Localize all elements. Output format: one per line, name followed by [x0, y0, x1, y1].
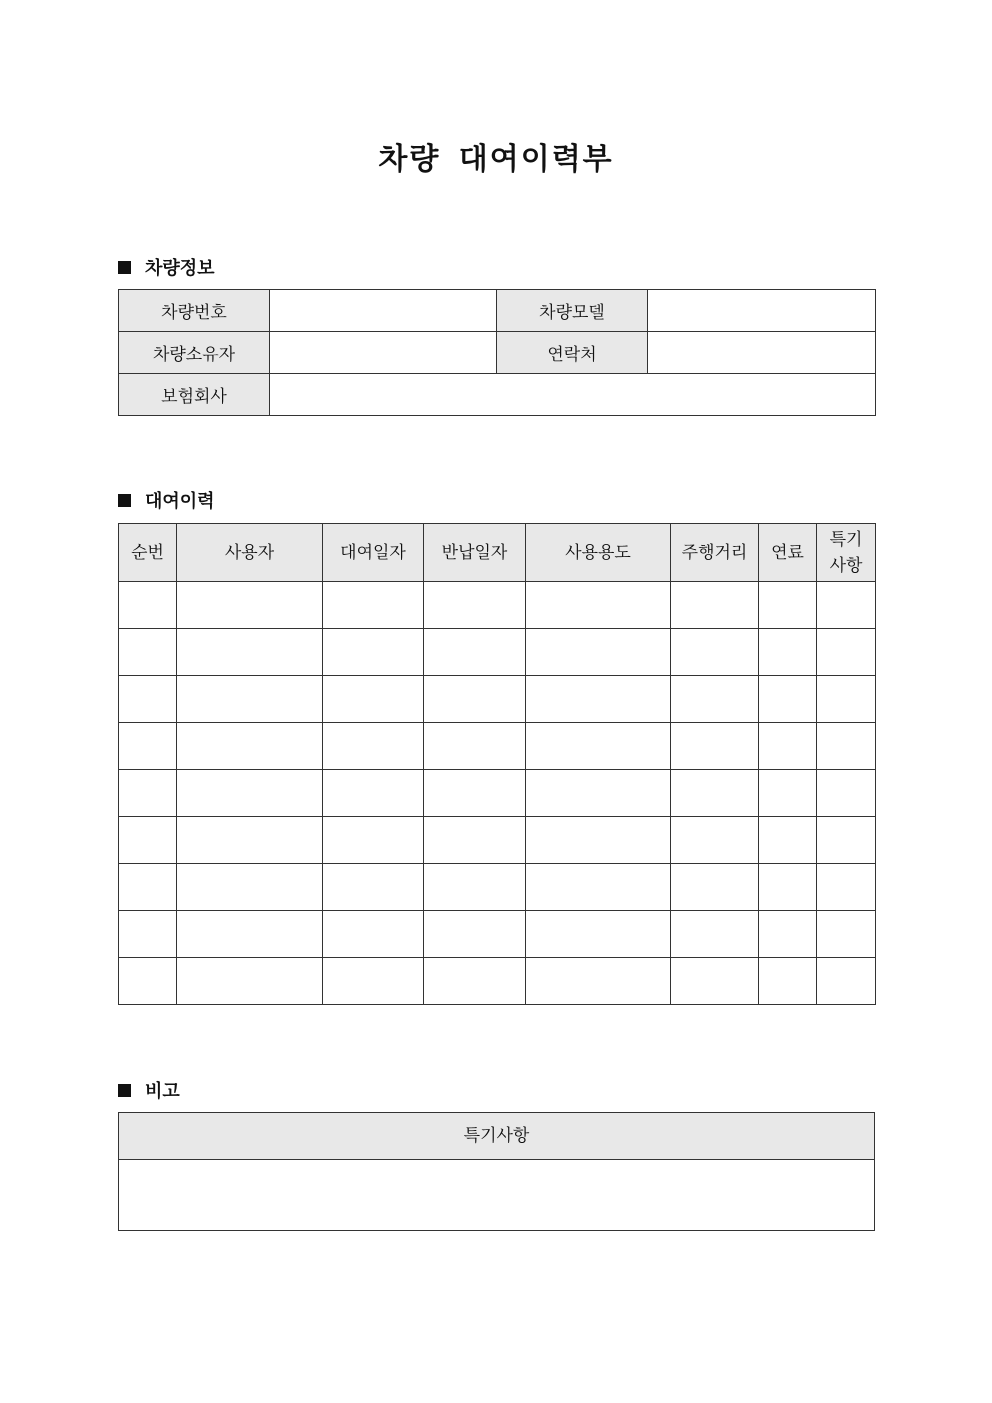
- cell-notes[interactable]: [817, 723, 876, 770]
- cell-fuel[interactable]: [759, 911, 817, 958]
- cell-mileage[interactable]: [671, 582, 759, 629]
- cell-rental-date[interactable]: [323, 676, 424, 723]
- cell-mileage[interactable]: [671, 911, 759, 958]
- insurance-company-field[interactable]: [270, 374, 876, 416]
- cell-seq[interactable]: [119, 770, 177, 817]
- cell-user[interactable]: [177, 676, 323, 723]
- cell-mileage[interactable]: [671, 864, 759, 911]
- cell-purpose[interactable]: [526, 958, 671, 1005]
- square-bullet-icon: [118, 261, 131, 274]
- cell-purpose[interactable]: [526, 770, 671, 817]
- cell-return-date[interactable]: [424, 723, 526, 770]
- cell-return-date[interactable]: [424, 817, 526, 864]
- vehicle-owner-field[interactable]: [270, 332, 497, 374]
- section-heading-label: 대여이력: [145, 491, 215, 512]
- cell-purpose[interactable]: [526, 676, 671, 723]
- square-bullet-icon: [118, 494, 131, 507]
- vehicle-number-field[interactable]: [270, 290, 497, 332]
- cell-return-date[interactable]: [424, 770, 526, 817]
- column-header-rental-date: 대여일자: [323, 524, 424, 582]
- cell-fuel[interactable]: [759, 817, 817, 864]
- cell-purpose[interactable]: [526, 582, 671, 629]
- cell-rental-date[interactable]: [323, 817, 424, 864]
- cell-seq[interactable]: [119, 629, 177, 676]
- column-header-return-date: 반납일자: [424, 524, 526, 582]
- cell-seq[interactable]: [119, 676, 177, 723]
- cell-return-date[interactable]: [424, 958, 526, 1005]
- cell-purpose[interactable]: [526, 911, 671, 958]
- cell-notes[interactable]: [817, 817, 876, 864]
- cell-seq[interactable]: [119, 911, 177, 958]
- cell-mileage[interactable]: [671, 817, 759, 864]
- vehicle-number-label: 차량번호: [119, 290, 270, 332]
- cell-fuel[interactable]: [759, 958, 817, 1005]
- column-header-special-notes: 특기사항: [119, 1113, 875, 1160]
- cell-fuel[interactable]: [759, 676, 817, 723]
- table-row: [119, 332, 876, 374]
- cell-mileage[interactable]: [671, 958, 759, 1005]
- cell-notes[interactable]: [817, 911, 876, 958]
- cell-seq[interactable]: [119, 582, 177, 629]
- vehicle-model-label: 차량모델: [497, 290, 648, 332]
- square-bullet-icon: [118, 1084, 131, 1097]
- insurance-company-label: 보험회사: [119, 374, 270, 416]
- table-row: [119, 374, 876, 416]
- vehicle-owner-label: 차량소유자: [119, 332, 270, 374]
- column-header-notes: 특기 사항: [817, 524, 876, 582]
- rental-history-table: [118, 523, 876, 1005]
- cell-rental-date[interactable]: [323, 770, 424, 817]
- cell-notes[interactable]: [817, 864, 876, 911]
- column-header-purpose: 사용용도: [526, 524, 671, 582]
- cell-seq[interactable]: [119, 723, 177, 770]
- remarks-table: [118, 1112, 875, 1231]
- special-notes-field[interactable]: [119, 1160, 875, 1231]
- cell-rental-date[interactable]: [323, 629, 424, 676]
- cell-purpose[interactable]: [526, 723, 671, 770]
- cell-mileage[interactable]: [671, 676, 759, 723]
- table-row: [119, 582, 876, 629]
- cell-notes[interactable]: [817, 958, 876, 1005]
- cell-return-date[interactable]: [424, 676, 526, 723]
- vehicle-model-field[interactable]: [648, 290, 876, 332]
- document-title: 차량 대여이력부: [378, 142, 614, 177]
- cell-notes[interactable]: [817, 676, 876, 723]
- contact-label: 연락처: [497, 332, 648, 374]
- cell-fuel[interactable]: [759, 770, 817, 817]
- table-row: [119, 817, 876, 864]
- cell-seq[interactable]: [119, 817, 177, 864]
- cell-user[interactable]: [177, 629, 323, 676]
- cell-rental-date[interactable]: [323, 958, 424, 1005]
- cell-rental-date[interactable]: [323, 723, 424, 770]
- cell-purpose[interactable]: [526, 629, 671, 676]
- cell-seq[interactable]: [119, 958, 177, 1005]
- cell-seq[interactable]: [119, 864, 177, 911]
- cell-mileage[interactable]: [671, 770, 759, 817]
- cell-notes[interactable]: [817, 582, 876, 629]
- table-row: [119, 958, 876, 1005]
- cell-user[interactable]: [177, 723, 323, 770]
- cell-return-date[interactable]: [424, 864, 526, 911]
- section-heading-label: 비고: [145, 1081, 180, 1102]
- cell-rental-date[interactable]: [323, 911, 424, 958]
- cell-user[interactable]: [177, 958, 323, 1005]
- cell-user[interactable]: [177, 911, 323, 958]
- column-header-user: 사용자: [177, 524, 323, 582]
- table-row: [119, 676, 876, 723]
- table-header-row: [119, 1113, 875, 1160]
- cell-fuel[interactable]: [759, 582, 817, 629]
- vehicle-info-table: [118, 289, 876, 416]
- table-row: [119, 629, 876, 676]
- cell-fuel[interactable]: [759, 723, 817, 770]
- column-header-fuel: 연료: [759, 524, 817, 582]
- cell-return-date[interactable]: [424, 629, 526, 676]
- cell-notes[interactable]: [817, 770, 876, 817]
- table-row: [119, 770, 876, 817]
- table-row: [119, 864, 876, 911]
- section-heading-remarks: [118, 1077, 180, 1103]
- column-header-mileage: 주행거리: [671, 524, 759, 582]
- cell-return-date[interactable]: [424, 911, 526, 958]
- cell-rental-date[interactable]: [323, 864, 424, 911]
- column-header-seq: 순번: [119, 524, 177, 582]
- cell-notes[interactable]: [817, 629, 876, 676]
- table-header-row: [119, 524, 876, 582]
- cell-mileage[interactable]: [671, 723, 759, 770]
- table-row: [119, 1160, 875, 1231]
- cell-user[interactable]: [177, 582, 323, 629]
- cell-user[interactable]: [177, 817, 323, 864]
- cell-user[interactable]: [177, 770, 323, 817]
- cell-fuel[interactable]: [759, 629, 817, 676]
- cell-return-date[interactable]: [424, 582, 526, 629]
- cell-mileage[interactable]: [671, 629, 759, 676]
- cell-purpose[interactable]: [526, 864, 671, 911]
- cell-fuel[interactable]: [759, 864, 817, 911]
- section-heading-vehicle-info: [118, 254, 215, 280]
- table-row: [119, 911, 876, 958]
- table-row: [119, 723, 876, 770]
- contact-field[interactable]: [648, 332, 876, 374]
- cell-purpose[interactable]: [526, 817, 671, 864]
- table-row: [119, 290, 876, 332]
- section-heading-label: 차량정보: [145, 258, 215, 279]
- cell-rental-date[interactable]: [323, 582, 424, 629]
- section-heading-rental-history: [118, 487, 215, 513]
- cell-user[interactable]: [177, 864, 323, 911]
